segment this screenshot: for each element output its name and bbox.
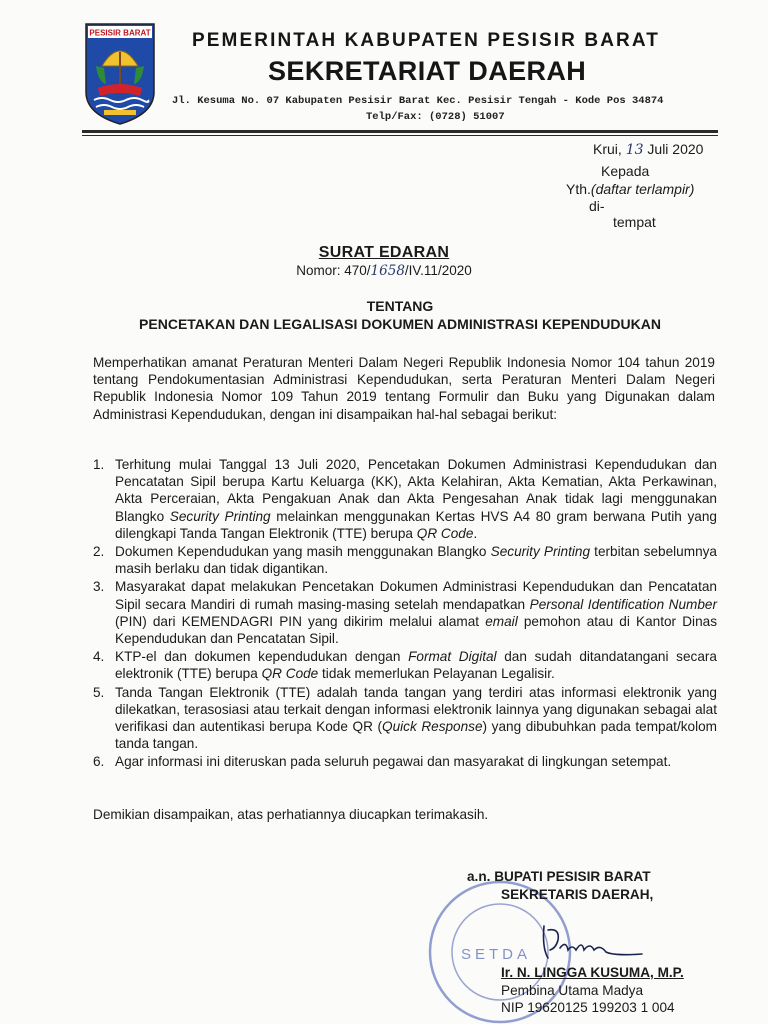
document-number: [0, 263, 768, 279]
item-number: 1.: [93, 457, 105, 472]
subject-text: PENCETAKAN DAN LEGALISASI DOKUMEN ADMINISTRASI KEPENDUDUKAN: [139, 316, 661, 332]
item-text: melainkan menggunakan Kertas HVS A4 80 gram berwana Putih yang dilengkapi Tanda Tangan Elektronik (TTE) berupa: [115, 508, 717, 541]
date-day-handwritten: 13: [625, 142, 644, 158]
recipient-prefix: Yth.: [566, 181, 591, 197]
item-text: Tanda Tangan Elektronik (TTE) adalah tanda tangan yang terdiri atas informasi elektronik yang dilekatkan, terasosiasi atau terkait dengan informasi elektronik lainnya yang digunakan sebagai alat verifikasi dan autentikasi berupa Kode QR (: [115, 684, 717, 735]
regency-emblem-logo: [84, 22, 156, 126]
item-number: 5.: [93, 684, 105, 700]
list-item: [93, 684, 717, 753]
item-text: dan sudah ditandatangani secara elektronik (TTE) berupa: [115, 649, 717, 682]
signatory-name: Ir. N. LINGGA KUSUMA, M.P.: [501, 965, 684, 980]
date-place: Krui,: [593, 141, 622, 157]
item-text: (PIN) dari KEMENDAGRI PIN yang dikirim melalui alamat: [115, 613, 486, 629]
item-italic: Security Printing: [490, 544, 591, 560]
signature-on-behalf: a.n. BUPATI PESISIR BARAT: [467, 869, 651, 884]
list-item: [93, 456, 717, 542]
points-list: [93, 456, 717, 772]
list-item: [93, 578, 717, 647]
recipient-to: Kepada: [601, 163, 650, 179]
item-number: 2.: [93, 544, 105, 560]
item-text: pemohon atau di Kantor Dinas Kependudukan dan Pencatatan Sipil.: [115, 613, 717, 647]
closing-sentence: Demikian disampaikan, atas perhatiannya diucapkan terimakasih.: [93, 807, 489, 822]
item-italic: Security Printing: [169, 508, 271, 524]
list-item: [93, 543, 717, 577]
item-italic: QR Code: [416, 525, 474, 541]
government-name: PEMERINTAH KABUPATEN PESISIR BARAT: [192, 30, 660, 51]
item-italic: Quick Response: [382, 719, 483, 735]
signatory-nip: NIP 19620125 199203 1 004: [501, 1000, 675, 1015]
recipient-di: di-: [589, 198, 605, 214]
letterhead-thick-rule: [82, 130, 718, 133]
item-italic: email: [485, 613, 518, 629]
item-text: Agar informasi ini diteruskan pada seluruh pegawai dan masyarakat di lingkungan setempat.: [115, 754, 672, 770]
signatory-rank: Pembina Utama Madya: [501, 982, 644, 998]
letterhead-thin-rule: [82, 135, 718, 136]
document-heading: SURAT EDARAN: [318, 244, 450, 261]
office-phone: Telp/Fax: (0728) 51007: [366, 111, 505, 123]
item-text: .: [473, 525, 478, 541]
date-month-year: Juli 2020: [647, 141, 704, 157]
handwritten-signature: [538, 918, 648, 966]
item-number: 3.: [93, 579, 105, 595]
item-text: tidak memerlukan Pelayanan Legalisir.: [318, 666, 555, 682]
list-item: [93, 753, 717, 770]
item-text: KTP-el dan dokumen kependudukan dengan: [115, 649, 409, 665]
item-italic: QR Code: [261, 666, 319, 682]
letter-date: [593, 141, 703, 158]
item-text: ) yang dibubuhkan pada tempat/kolom tanda tangan.: [115, 719, 717, 752]
recipient-addressee: (daftar terlampir): [590, 181, 695, 197]
item-text: Dokumen Kependudukan yang masih menggunakan Blangko: [115, 544, 491, 560]
item-text: terbitan sebelumnya masih berlaku dan tidak digantikan.: [115, 544, 717, 577]
number-suffix: /IV.11/2020: [404, 263, 472, 278]
number-prefix: Nomor: 470/: [296, 263, 371, 278]
item-number: 6.: [93, 754, 105, 770]
item-italic: Personal Identification Number: [529, 596, 717, 612]
office-address: Jl. Kesuma No. 07 Kabupaten Pesisir Barat Kec. Pesisir Tengah - Kode Pos 34874: [172, 95, 664, 107]
intro-paragraph: Memperhatikan amanat Peraturan Menteri Dalam Negeri Republik Indonesia Nomor 104 tahun 2019 tentang Pendokumentasian Administrasi Kependudukan, serta Peraturan Menteri Dalam Negeri Republik Indonesia Nomor 109 Tahun 2019 tentang Formulir dan Buku yang Digunakan dalam Administrasi Kependudukan, dengan ini disampaikan hal-hal sebagai berikut:: [93, 355, 715, 422]
recipient-tempat: tempat: [613, 214, 656, 230]
item-italic: Format Digital: [408, 649, 497, 665]
logo-caption: PESISIR BARAT: [89, 28, 151, 38]
item-text: Masyarakat dapat melakukan Pencetakan Dokumen Administrasi Kependudukan dan Pencatatan Sipil secara Mandiri di rumah masing-masing setelah mendapatkan: [115, 579, 717, 612]
recipient-line: [566, 181, 694, 197]
office-name: SEKRETARIAT DAERAH: [268, 56, 587, 86]
number-handwritten: 1658: [370, 263, 405, 279]
item-text: Terhitung mulai Tanggal 13 Juli 2020, Pencetakan Dokumen Administrasi Kependudukan dan Pencatatan Sipil berupa Kartu Keluarga (KK), Akta Kelahiran, Akta Kematian, Akta Perkawinan, Akta Perceraian, Akta Pengakuan Anak dan Akta Pengesahan Anak tidak lagi menggunakan Blangko: [115, 457, 717, 524]
item-number: 4.: [93, 649, 105, 665]
document-title: [0, 244, 768, 262]
stamp-center-text: SETDA: [460, 946, 532, 963]
subject-label: TENTANG: [366, 298, 434, 314]
list-item: [93, 648, 717, 682]
signature-position: SEKRETARIS DAERAH,: [501, 886, 654, 902]
